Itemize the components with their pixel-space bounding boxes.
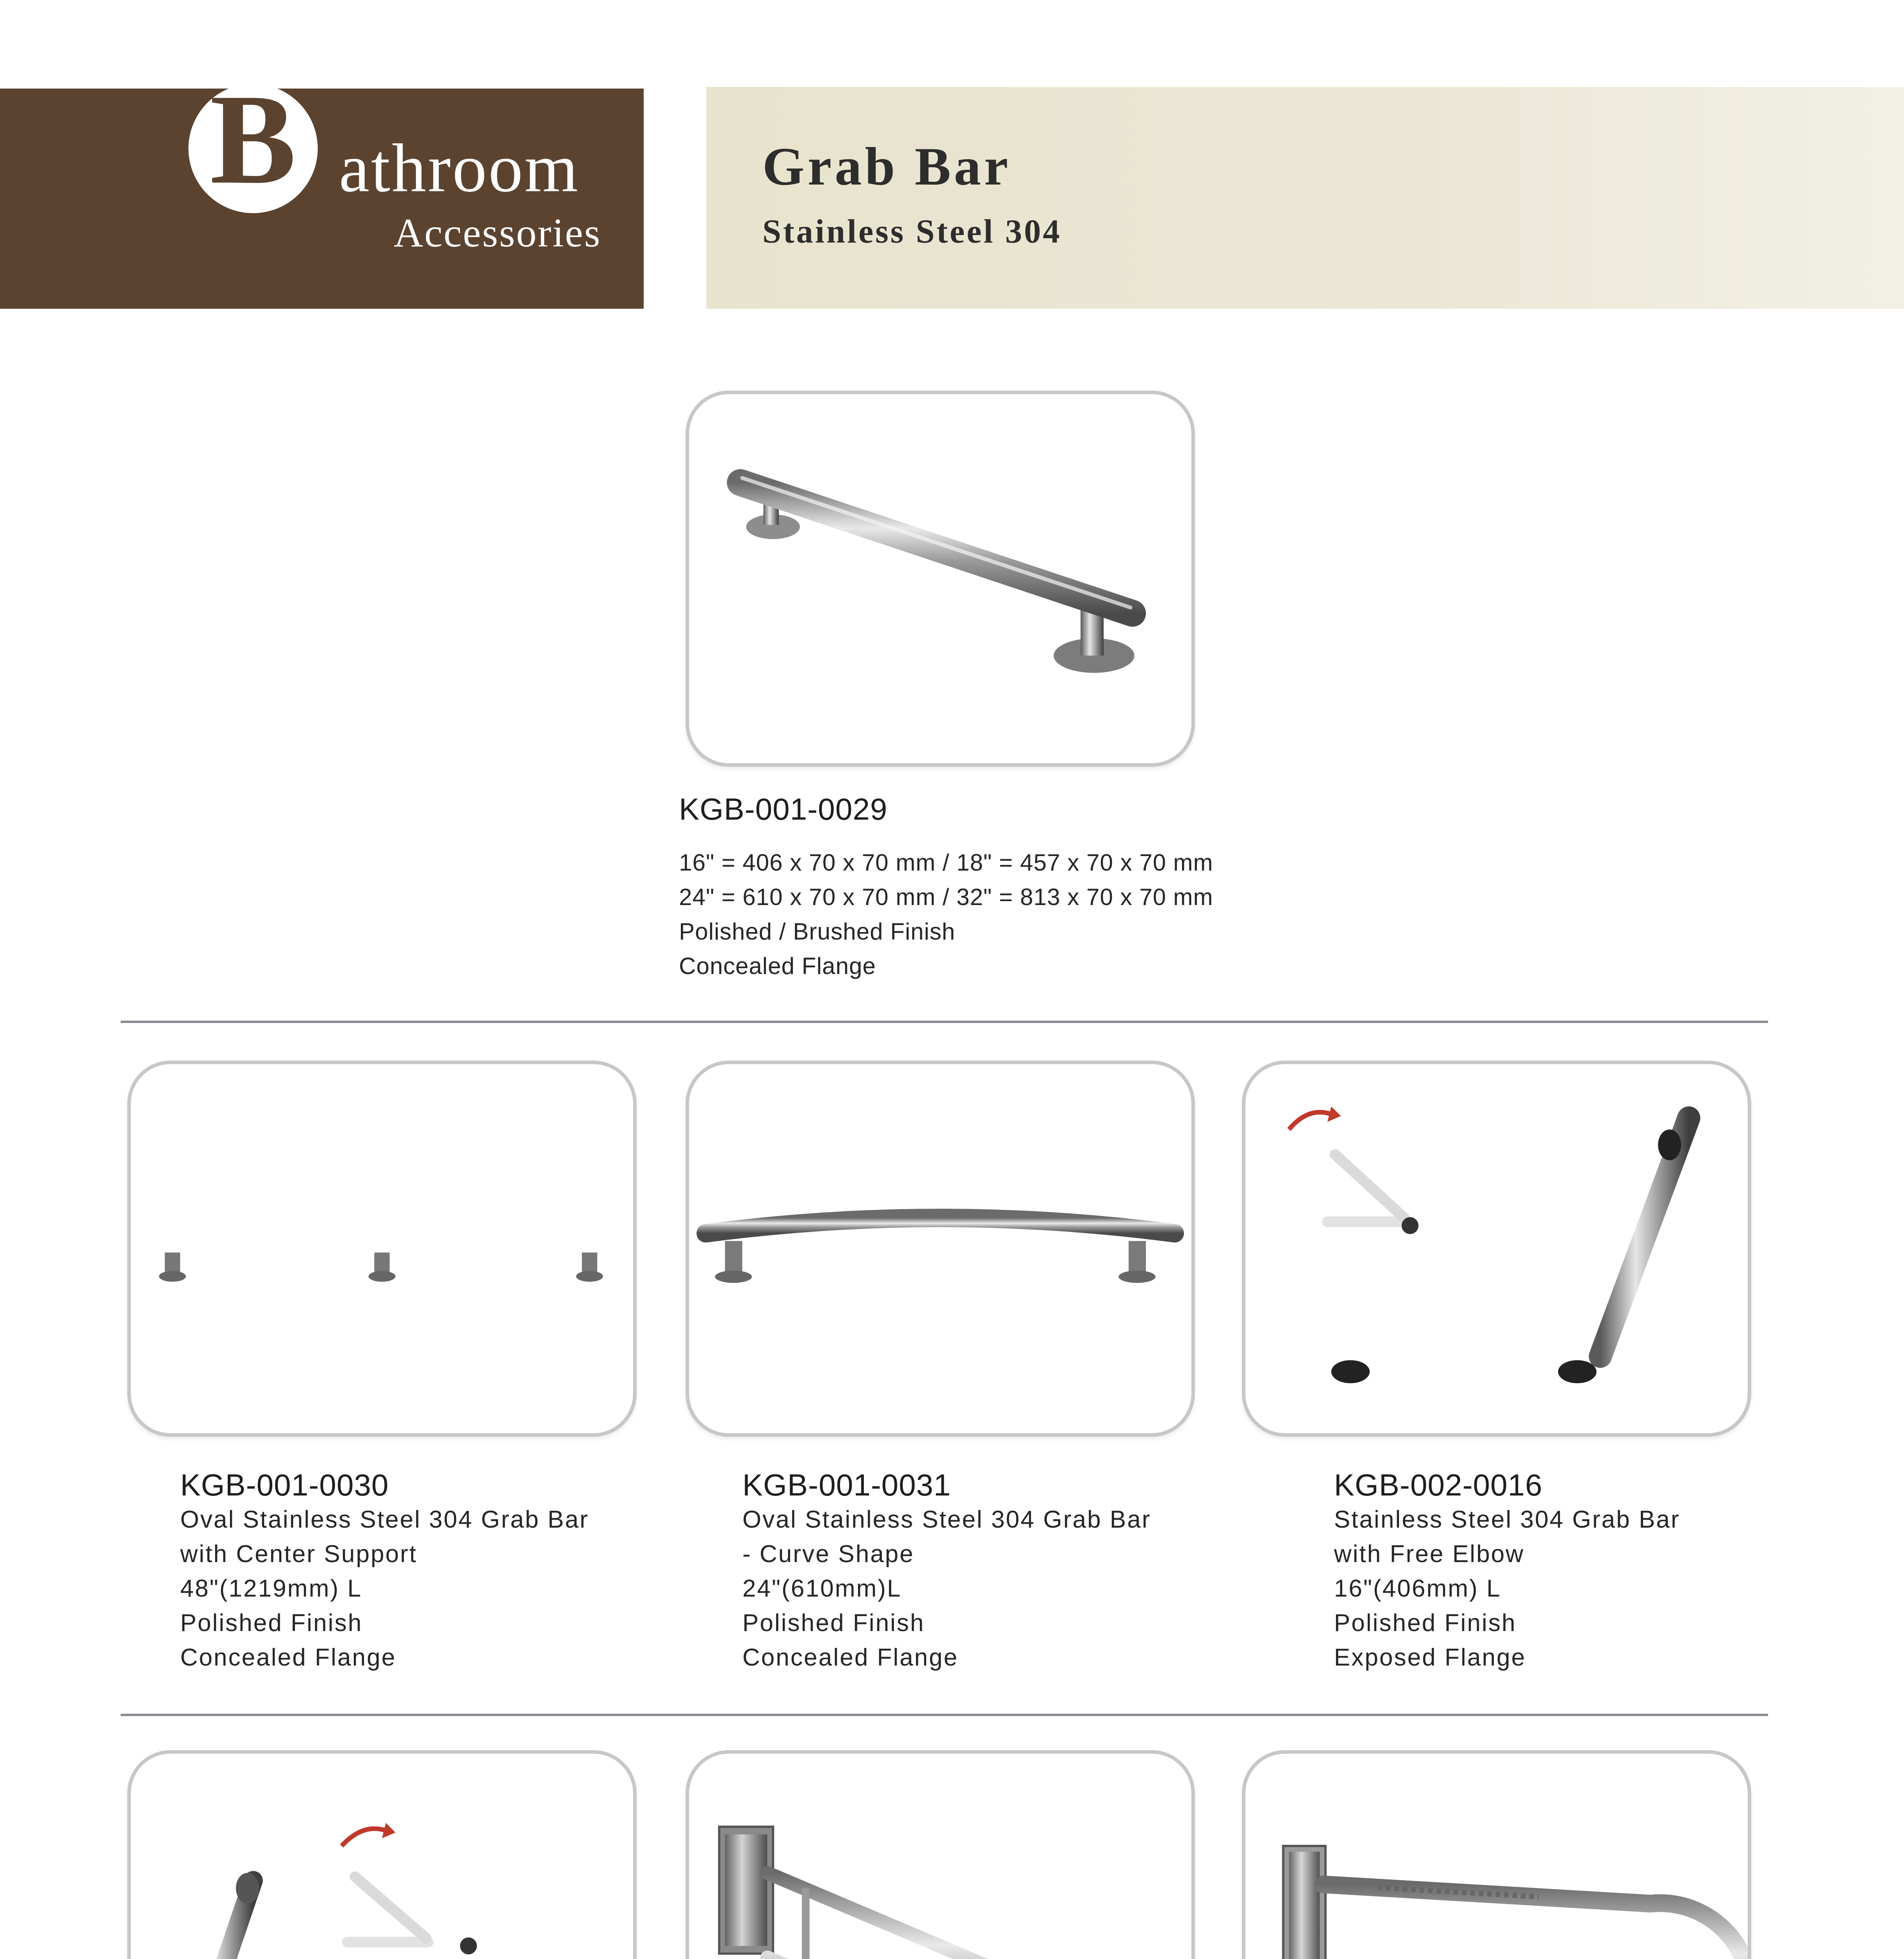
product-code: KGB-001-0029 bbox=[679, 792, 888, 826]
product-image-card bbox=[686, 1061, 1195, 1437]
fold-away-handrail-image bbox=[1245, 1754, 1748, 1959]
grab-bar-image bbox=[689, 1064, 1191, 1433]
section-divider bbox=[121, 1714, 1768, 1716]
brand-name: athroom bbox=[339, 130, 580, 206]
brand-subtitle: Accessories bbox=[394, 210, 601, 255]
section-divider bbox=[121, 1021, 1768, 1023]
product-image-card bbox=[127, 1750, 637, 1959]
grab-bar-image bbox=[131, 1064, 633, 1433]
product-image-card bbox=[686, 1750, 1195, 1959]
product-code: KGB-001-0030 bbox=[180, 1468, 389, 1502]
grab-bar-image bbox=[689, 394, 1191, 763]
product-description: 16" = 406 x 70 x 70 mm / 18" = 457 x 70 x 70 mm 24" = 610 x 70 x 70 mm / 32" = 813 x 70 x 70 mm Polished / Brushed Finish Concealed Flange bbox=[679, 849, 1213, 979]
product-description: Stainless Steel 304 Grab Bar with Free Elbow 16"(406mm) L Polished Finish Exposed Flange bbox=[1334, 1506, 1680, 1671]
page-subtitle: Stainless Steel 304 bbox=[762, 212, 1062, 250]
title-band bbox=[706, 87, 1904, 309]
product-image-card bbox=[127, 1061, 637, 1437]
grab-bar-image bbox=[131, 1754, 633, 1959]
product-image-card bbox=[686, 391, 1195, 767]
product-description: Oval Stainless Steel 304 Grab Bar - Curve Shape 24"(610mm)L Polished Finish Concealed Flange bbox=[742, 1506, 1151, 1671]
product-image-card bbox=[1242, 1061, 1751, 1437]
brand-initial: B bbox=[210, 68, 297, 211]
fold-away-handrail-image bbox=[689, 1754, 1191, 1959]
product-code: KGB-002-0016 bbox=[1334, 1468, 1543, 1502]
product-description: Oval Stainless Steel 304 Grab Bar with Center Support 48"(1219mm) L Polished Finish Concealed Flange bbox=[180, 1506, 589, 1671]
page-title: Grab Bar bbox=[762, 136, 1012, 196]
product-image-card bbox=[1242, 1750, 1751, 1959]
grab-bar-image bbox=[1245, 1064, 1748, 1433]
product-code: KGB-001-0031 bbox=[742, 1468, 951, 1502]
